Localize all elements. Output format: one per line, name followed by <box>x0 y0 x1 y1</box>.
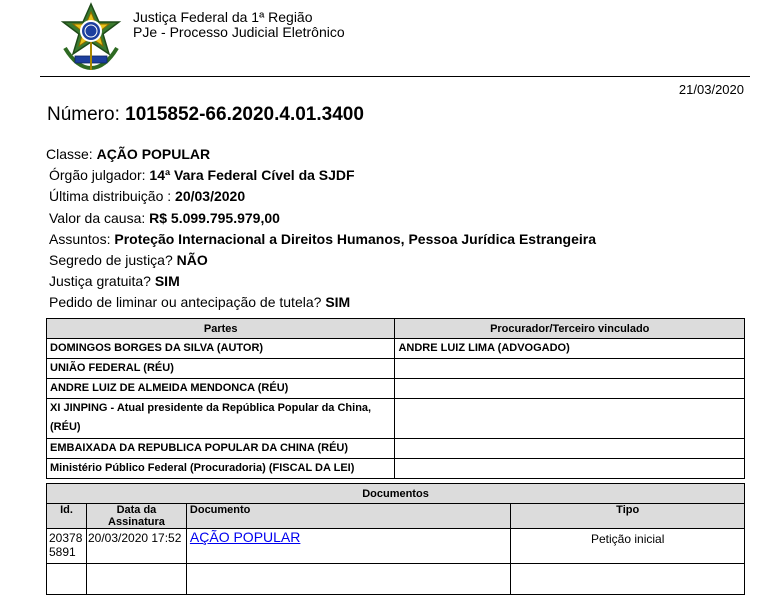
header-data: Data da Assinatura <box>86 504 186 529</box>
field-label: Justiça gratuita? <box>49 273 151 290</box>
field-label: Última distribuição : <box>49 188 172 205</box>
process-number <box>47 104 364 126</box>
system-name: PJe - Processo Judicial Eletrônico <box>133 24 345 40</box>
field-label: Valor da causa: <box>49 209 146 226</box>
doc-link[interactable]: AÇÃO POPULAR <box>189 529 301 545</box>
field-label: Classe: <box>46 146 93 162</box>
partes-table <box>46 318 745 479</box>
field-value: 14ª Vara Federal Cível da SJDF <box>149 167 355 184</box>
table-row <box>47 529 745 564</box>
docs-title-row <box>47 484 745 504</box>
header-procurador: Procurador/Terceiro vinculado <box>395 319 745 339</box>
procurador-cell: ANDRE LUIZ LIMA (ADVOGADO) <box>395 339 745 359</box>
field-valor <box>49 208 596 229</box>
documentos-table <box>46 483 745 595</box>
brasao-emblem <box>55 2 127 74</box>
header-partes: Partes <box>47 319 395 339</box>
field-orgao <box>49 165 596 186</box>
field-label: Assuntos: <box>49 230 111 247</box>
table-row <box>47 459 745 479</box>
process-number-value: 1015852-66.2020.4.01.3400 <box>125 104 364 125</box>
docs-title: Documentos <box>47 484 745 504</box>
doc-date: 20/03/2020 17:52 <box>86 529 186 564</box>
field-value: 20/03/2020 <box>175 188 246 205</box>
parte-cell: DOMINGOS BORGES DA SILVA (AUTOR) <box>47 339 395 359</box>
table-row <box>47 399 745 439</box>
partial-cell <box>47 564 87 595</box>
table-row-partial <box>47 564 745 595</box>
partial-cell <box>511 564 745 595</box>
partial-cell <box>186 564 510 595</box>
court-name: Justiça Federal da 1ª Região <box>133 9 313 25</box>
field-value: AÇÃO POPULAR <box>96 146 211 162</box>
field-value: NÃO <box>176 251 208 268</box>
field-value: Proteção Internacional a Direitos Humanos, Pessoa Jurídica Estrangeira <box>114 230 596 247</box>
procurador-cell <box>395 459 745 479</box>
partes-header-row <box>47 319 745 339</box>
field-liminar <box>49 292 596 313</box>
process-fields <box>46 144 596 314</box>
table-row <box>47 339 745 359</box>
parte-cell: UNIÃO FEDERAL (RÉU) <box>47 359 395 379</box>
document-date: 21/03/2020 <box>678 82 744 97</box>
parte-cell: EMBAIXADA DA REPUBLICA POPULAR DA CHINA (RÉU) <box>47 439 395 459</box>
field-distribuicao <box>49 186 596 207</box>
parte-cell: ANDRE LUIZ DE ALMEIDA MENDONCA (RÉU) <box>47 379 395 399</box>
doc-id: 20378 5891 <box>47 529 87 564</box>
parte-cell: Ministério Público Federal (Procuradoria) (FISCAL DA LEI) <box>47 459 395 479</box>
field-classe <box>46 144 596 165</box>
header-divider <box>40 76 750 77</box>
field-assuntos <box>49 229 596 250</box>
doc-tipo: Petição inicial <box>511 529 745 564</box>
table-row <box>47 439 745 459</box>
partial-cell <box>86 564 186 595</box>
table-row <box>47 379 745 399</box>
field-label: Órgão julgador: <box>49 167 146 184</box>
field-gratuita <box>49 271 596 292</box>
procurador-cell <box>395 399 745 439</box>
field-value: SIM <box>325 294 351 311</box>
table-row <box>47 359 745 379</box>
parte-cell: XI JINPING - Atual presidente da República Popular da China, (RÉU) <box>47 399 395 439</box>
field-value: SIM <box>154 273 180 290</box>
procurador-cell <box>395 439 745 459</box>
procurador-cell <box>395 359 745 379</box>
doc-link-cell <box>186 529 510 564</box>
header-documento: Documento <box>186 504 510 529</box>
header-tipo: Tipo <box>511 504 745 529</box>
docs-header-row <box>47 504 745 529</box>
field-value: R$ 5.099.795.979,00 <box>149 209 280 226</box>
field-segredo <box>49 250 596 271</box>
field-label: Segredo de justiça? <box>49 251 173 268</box>
header-id: Id. <box>47 504 87 529</box>
process-number-label: Número: <box>47 104 120 125</box>
field-label: Pedido de liminar ou antecipação de tutela? <box>49 294 322 311</box>
procurador-cell <box>395 379 745 399</box>
